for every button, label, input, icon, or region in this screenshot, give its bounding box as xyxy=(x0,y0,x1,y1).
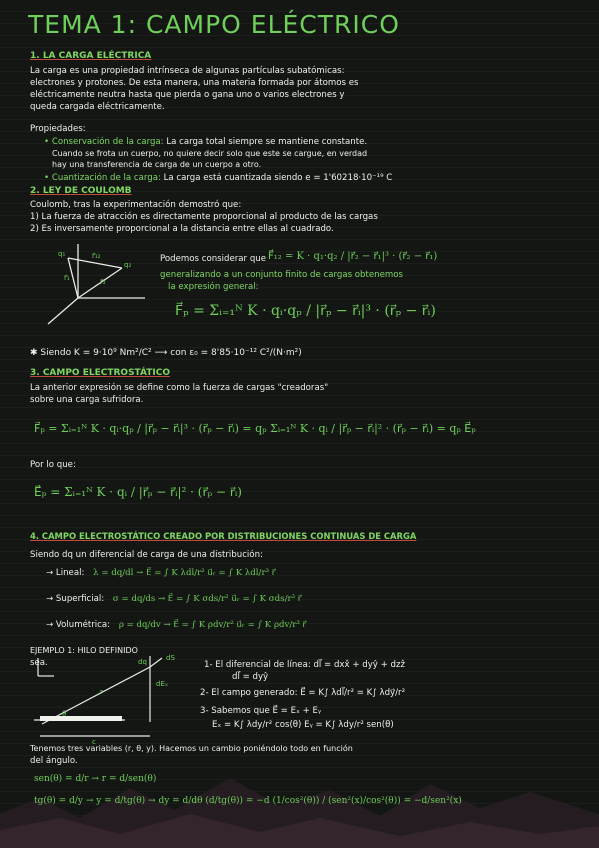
example-sea: sea. xyxy=(30,658,48,668)
s3-paragraph-line1: La anterior expresión se define como la fuerza de cargas "creadoras" xyxy=(30,383,329,393)
s1-paragraph-line1: La carga es una propiedad intrínseca de algunas partículas subatómicas: xyxy=(30,66,345,76)
generalization-line2: la expresión general: xyxy=(168,282,259,292)
variables-paragraph-line1: Tenemos tres variables (r, θ, y). Hacemos un cambio poniéndolo todo en función xyxy=(30,744,353,753)
bullet-icon: • xyxy=(44,173,52,183)
s3-paragraph-line2: sobre una carga sufridora. xyxy=(30,395,144,405)
sine-substitution-equation: sen(θ) = d/r → r = d/sen(θ) xyxy=(34,774,157,784)
example-label: EJEMPLO 1: HILO DEFINIDO xyxy=(30,646,138,655)
dq-label: dq xyxy=(138,658,147,666)
distribution-volumetric xyxy=(46,620,306,630)
s1-paragraph-line4: queda cargada eléctricamente. xyxy=(30,102,165,112)
property-quantization-term: Cuantización de la carga: xyxy=(51,173,161,183)
section4-heading: 4. CAMPO ELECTROSTÁTICO CREADO POR DISTRIBUCIONES CONTINUAS DE CARGA xyxy=(30,531,417,541)
charged-wire-diagram xyxy=(30,652,190,744)
s1-paragraph-line3: eléctricamente neutra hasta que pierda o gana uno o varios electrones y xyxy=(30,90,345,100)
vector-r2-label: r⃗₂ xyxy=(100,278,106,286)
step1b-line-differential: dl⃗ = dyŷ xyxy=(232,672,269,682)
generalization-line1: generalizando a un conjunto finito de cargas obtenemos xyxy=(160,270,404,280)
property-quantization xyxy=(44,173,392,183)
superficial-equation: σ = dq/ds → E⃗ = ∫ K σds/r² u⃗ᵣ = ∫ K σds/r³ r⃗ xyxy=(112,594,302,604)
superficial-label: → Superficial: xyxy=(46,594,105,604)
s4-intro: Siendo dq un diferencial de carga de una distribución: xyxy=(30,550,263,560)
coulomb-equation-two-charges: F⃗₁₂ = K · q₁·q₂ / |r⃗₂ − r⃗₁|³ · (r⃗₂ − r⃗₁) xyxy=(268,251,438,262)
property-conservation xyxy=(44,137,367,147)
section2-heading: 2. LEY DE COULOMB xyxy=(30,186,132,196)
charged-wire xyxy=(40,716,122,721)
ds-label: dS xyxy=(166,654,175,662)
step2-field-generated: 2- El campo generado: E⃗ = K∫ λdl⃗/r² = K∫ λdy⃗/r² xyxy=(200,688,406,698)
theta-label: θ xyxy=(62,710,67,718)
s1-paragraph-line2: electrones y protones. De esta manera, una materia formada por átomos es xyxy=(30,78,359,88)
distribution-lineal xyxy=(46,568,275,578)
property-conservation-line2: Cuando se frota un cuerpo, no quiere decir solo que este se cargue, en verdad xyxy=(52,149,368,158)
volumetric-equation: ρ = dq/dv → E⃗ = ∫ K ρdv/r² u⃗ᵣ = ∫ K ρdv/r³ r⃗ xyxy=(118,620,307,630)
section3-heading: 3. CAMPO ELECTROSTÁTICO xyxy=(30,368,171,378)
consider-text: Podemos considerar que xyxy=(160,254,267,264)
coulomb-vector-diagram xyxy=(40,240,150,325)
tangent-substitution-equation: tg(θ) = d/y → y = d/tg(θ) → dy = d/dθ (d/tg(θ)) = −d (1/cos²(θ)) / (sen²(x)/cos²(θ)) = −d/sen²(x) xyxy=(34,796,462,806)
distribution-superficial xyxy=(46,594,301,604)
dex-label: dEₓ xyxy=(156,680,168,688)
coulomb-general-equation: F⃗ₚ = Σᵢ₌₁ᴺ K · qᵢ·qₚ / |r⃗ₚ − r⃗ᵢ|³ · (r⃗ₚ − r⃗ᵢ) xyxy=(175,303,436,319)
properties-label: Propiedades: xyxy=(30,124,86,134)
charge-q1-label: q₁ xyxy=(58,250,66,258)
lineal-equation: λ = dq/dl → E⃗ = ∫ K λdl/r² u⃗ᵣ = ∫ K λdl/r³ r⃗ xyxy=(93,568,276,578)
variables-paragraph-line2: del ángulo. xyxy=(30,756,78,766)
property-conservation-line3: hay una transferencia de carga de un cuerpo a otro. xyxy=(52,160,262,169)
property-quantization-text: La carga está cuantizada siendo e = 1'60218·10⁻¹⁹ C xyxy=(163,173,393,183)
field-derivation-equation: F⃗ₚ = Σᵢ₌₁ᴺ K · qᵢ·qₚ / |r⃗ₚ − r⃗ᵢ|³ · (r⃗ₚ − r⃗ᵢ) = qₚ Σᵢ₌₁ᴺ K · qᵢ / |r⃗ₚ − r⃗ᵢ|² · (r⃗ₚ − r⃗ᵢ) = qₚ E⃗ₚ xyxy=(34,422,476,435)
por-lo-que-label: Por lo que: xyxy=(30,460,76,470)
vector-r1-label: r⃗₁ xyxy=(64,274,70,282)
property-conservation-term: Conservación de la carga: xyxy=(51,137,164,147)
volumetric-label: → Volumétrica: xyxy=(46,620,111,630)
c-label: c xyxy=(92,738,96,744)
r-label: r xyxy=(100,688,103,696)
section1-heading: 1. LA CARGA ELÉCTRICA xyxy=(30,51,152,61)
step3-component-integrals: Eₓ = K∫ λdy/r² cos(θ) Eᵧ = K∫ λdy/r² sen(θ) xyxy=(212,720,394,730)
s2-law-1: 1) La fuerza de atracción es directamente proporcional al producto de las cargas xyxy=(30,212,378,222)
step3-components: 3- Sabemos que E⃗ = Eₓ + Eᵧ xyxy=(200,706,322,716)
s2-intro: Coulomb, tras la experimentación demostró que: xyxy=(30,200,242,210)
s2-law-2: 2) Es inversamente proporcional a la distancia entre ellas al cuadrado. xyxy=(30,224,334,234)
electric-field-equation: E⃗ₚ = Σᵢ₌₁ᴺ K · qᵢ / |r⃗ₚ − r⃗ᵢ|² · (r⃗ₚ − r⃗ᵢ) xyxy=(34,485,242,499)
lineal-label: → Lineal: xyxy=(46,568,85,578)
page-title: TEMA 1: CAMPO ELÉCTRICO xyxy=(28,10,400,39)
vector-r12-label: r⃗₁₂ xyxy=(92,252,101,260)
constant-k-line: ✱ Siendo K = 9·10⁹ Nm²/C² ⟶ con ε₀ = 8'85·10⁻¹² C²/(N·m²) xyxy=(30,348,302,358)
step1-line-differential: 1- El diferencial de línea: dl⃗ = dxx̂ + dyŷ + dzẑ xyxy=(204,660,406,670)
charge-q2-label: q₂ xyxy=(124,261,132,269)
property-conservation-text: La carga total siempre se mantiene constante. xyxy=(166,137,368,147)
bullet-icon: • xyxy=(44,137,52,147)
